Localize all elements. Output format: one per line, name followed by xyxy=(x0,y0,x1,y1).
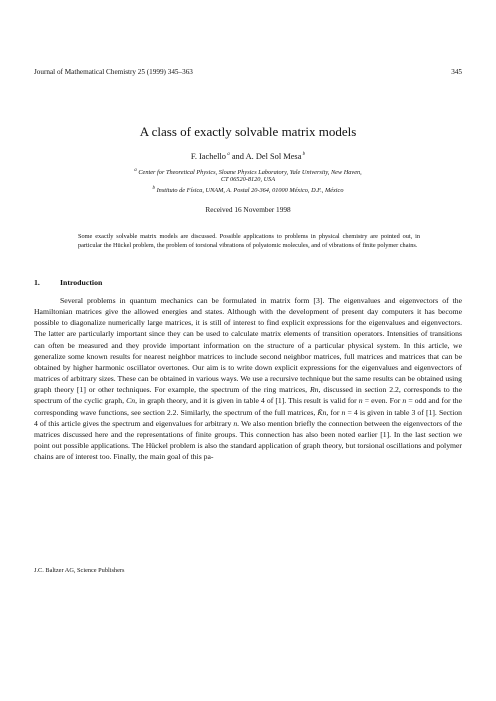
text-run: = odd and for the corresponding wave functions, see section 2.2. Similarly, the spectrum of the full matrices, xyxy=(34,396,462,417)
paper-title: A class of exactly solvable matrix models xyxy=(139,124,357,139)
affiliation-b xyxy=(0,184,496,195)
section-heading xyxy=(34,278,102,287)
affiliation-mark: a xyxy=(227,152,230,158)
abstract: Some exactly solvable matrix models are discussed. Possible applications to problems in physical chemistry are pointed out, in particular the Hückel problem, the problem of torsional vibrations of polyatomic molecules, and of vibrations of finite polymer chains. xyxy=(78,233,420,250)
publisher-footer: J.C. Baltzer AG, Science Publishers xyxy=(34,567,125,574)
math-symbol: Cn xyxy=(126,396,136,406)
text-run: , for xyxy=(326,407,342,417)
text-run: , discussed in section 2.2, corresponds to the spectrum of the cyclic graph, xyxy=(34,385,462,406)
text-run: , in graph theory, and it is given in table 4 of [1]. This result is valid for xyxy=(135,396,359,406)
math-symbol: n xyxy=(341,407,346,417)
received-date: Received 16 November 1998 xyxy=(205,205,291,214)
math-symbol: n xyxy=(402,396,407,406)
affiliation-a-cont xyxy=(0,175,496,184)
affiliation-mark: b xyxy=(302,152,306,158)
math-symbol: Rn xyxy=(309,385,319,395)
math-symbol: n xyxy=(358,396,363,406)
section-title: Introduction xyxy=(60,278,103,287)
math-symbol: K̄n xyxy=(317,407,327,417)
text-run: = even. For xyxy=(362,396,403,406)
page-number: 345 xyxy=(451,68,462,76)
author-name: F. Iachello xyxy=(190,152,226,161)
author-line xyxy=(0,152,496,161)
affiliation-mark: b xyxy=(152,186,155,191)
author-name: A. Del Sol Mesa xyxy=(245,152,302,161)
journal-header: Journal of Mathematical Chemistry 25 (1999) 345–363 xyxy=(34,68,193,76)
author-conjunction: and xyxy=(231,152,244,161)
text-run: . We also mention briefly the connection between the eigenvectors of the matrices discussed here and the representations of finite groups. This connection has also been noted earlier [1]. In the last section we point out possible applications. The Hückel problem is also the standard application of graph theory, but torsional oscillations and polymer chains are of interest too. Finally, the main goal of this pa- xyxy=(34,418,462,462)
paragraph xyxy=(34,295,462,462)
body-text xyxy=(34,295,462,462)
section-number: 1. xyxy=(34,278,40,287)
affiliation-text: Center for Theoretical Physics, Sloane Physics Laboratory, Yale University, New Haven, xyxy=(138,169,362,177)
affiliation-text: CT 06520-8120, USA xyxy=(220,176,276,183)
text-run: = 4 is given in table 3 of [1]. Section 4 of this article gives the spectrum and eigenvalues for arbitrary xyxy=(34,407,463,428)
affiliation-text: Instituto de Física, UNAM, A. Postal 20-364, 01000 México, D.F., México xyxy=(156,187,344,195)
affiliation-mark: a xyxy=(134,168,137,173)
text-run: Several problems in quantum mechanics can be formulated in matrix form [3]. The eigenvalues and eigenvectors of the Hamiltonian matrices give the allowed energies and states. Although with the development of present day computers it has become possible to diagonalize numerically large matrices, it is still of interest to find explicit expressions for the eigenvalues and eigenvectors. The latter are particularly important since they can be used to calculate matrix elements of transition operators. Intensities of transitions can often be measured and they provide important information on the structure of a particular physical system. In this article, we generalize some known results for nearest neighbor matrices to include second neighbor matrices, full matrices and matrices that can be obtained by higher harmonic oscillator overtones. Our aim is to write down explicit expressions for the eigenvalues and eigenvectors of matrices of arbitrary sizes. These can be obtained in various ways. We use a recursive technique but the same results can be obtained using graph theory [1] or other techniques. For example, the spectrum of the ring matrices, xyxy=(34,296,462,395)
math-symbol: n xyxy=(233,418,238,428)
